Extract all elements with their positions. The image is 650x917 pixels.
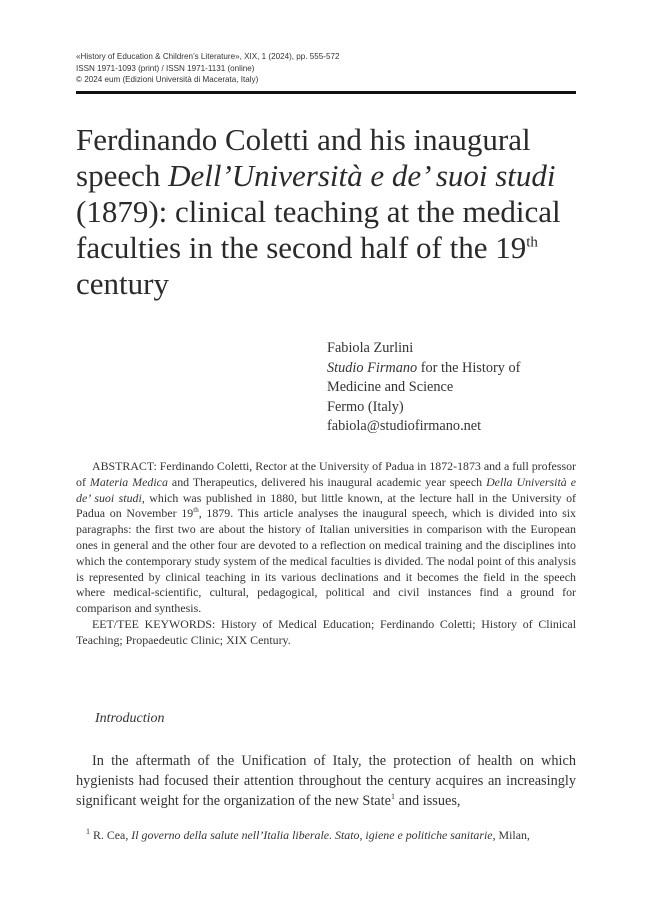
author-location: Fermo (Italy) [327, 398, 404, 415]
keywords-paragraph: EET/TEE KEYWORDS: History of Medical Education; Ferdinando Coletti; History of Clinical Teaching; Propaedeutic Clinic; XIX Century. [76, 616, 576, 647]
author-name: Fabiola Zurlini [327, 340, 414, 356]
body-text-span: In the aftermath of the Unification of Italy, the protection of health on which hygienists had focused their attention throughout the century acquires an increasingly significant weight for the organization of the new State [76, 753, 576, 809]
body-text [76, 751, 576, 811]
section-heading: Introduction [95, 711, 165, 726]
footnote-reference[interactable]: 1 [390, 792, 395, 802]
footnote [86, 828, 576, 843]
abstract-paragraph [76, 459, 576, 617]
affiliation-italic: Studio Firmano [327, 359, 418, 376]
title-line [76, 230, 596, 266]
body-paragraph [76, 751, 576, 811]
abstract-text: , 1879. This article analyses the inaugural speech, which is divided into six paragraphs: the first two are about the history of Italian universities in comparison with the European ones in general and the other four are devoted to a reflection on medical training and the disciplines into which the contemporary study system of the medical faculties is divided. The nodal point of this analysis is represented by clinical teaching in its various declinations and it becomes the field in the speech where medical-scientific, cultural, pedagogical, political and civil instances find a ground for comparison and synthesis. [76, 506, 576, 616]
title-superscript: th [526, 234, 538, 251]
title-line: Ferdinando Coletti and his inaugural [76, 122, 531, 157]
article-title [76, 122, 596, 302]
footnote-number: 1 [86, 827, 90, 837]
footnote-italic: Il governo della salute nell’Italia liberale. Stato, igiene e politiche sanitarie [131, 828, 493, 842]
title-line: century [76, 266, 169, 301]
title-line [76, 158, 596, 194]
author-affiliation [327, 359, 587, 379]
affiliation-text: for the History of [417, 359, 521, 376]
abstract-italic: Della Università e de’ suoi studi [76, 474, 576, 505]
footnote-text: , Milan, [492, 828, 530, 842]
abstract-italic: Materia Medica [89, 474, 168, 489]
title-text: faculties in the second half of the 19 [76, 230, 527, 265]
journal-citation: «History of Education & Children’s Literature», XIX, 1 (2024), pp. 555-572 [76, 52, 340, 61]
title-text: speech [76, 158, 169, 193]
abstract-text: ABSTRACT: Ferdinando Coletti, Rector at the University of Padua in 1872-1873 and a full professor of [76, 459, 576, 489]
author-block [327, 339, 587, 437]
journal-copyright: © 2024 eum (Edizioni Università di Macerata, Italy) [76, 75, 259, 84]
journal-issn: ISSN 1971-1093 (print) / ISSN 1971-1131 (online) [76, 63, 255, 73]
title-line: (1879): clinical teaching at the medical [76, 194, 561, 229]
header-rule [76, 91, 576, 94]
title-italic-text: Dell’Università e de’ suoi studi [168, 158, 556, 193]
abstract [76, 459, 576, 649]
abstract-text: and Therapeutics, delivered his inaugural academic year speech [167, 474, 487, 489]
author-affiliation-cont: Medicine and Science [327, 379, 454, 396]
author-email[interactable]: fabiola@studiofirmano.net [327, 418, 482, 435]
body-text-span: and issues, [394, 793, 461, 809]
abstract-superscript: th [193, 506, 199, 515]
footnote-text: R. Cea, [90, 828, 132, 842]
journal-header [76, 51, 576, 86]
abstract-text: , which was published in 1880, but little known, at the lecture hall in the University of Padua on November 19 [76, 490, 576, 521]
